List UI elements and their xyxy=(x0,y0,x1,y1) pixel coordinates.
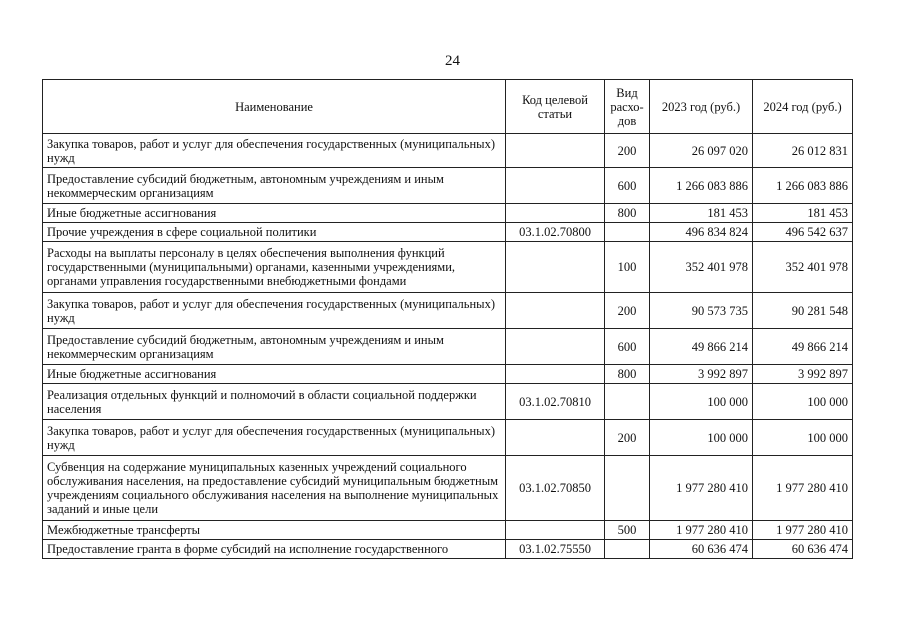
row-code xyxy=(506,420,605,456)
row-2023: 1 977 280 410 xyxy=(650,456,753,521)
row-code: 03.1.02.75550 xyxy=(506,540,605,559)
row-code xyxy=(506,242,605,293)
row-2024: 3 992 897 xyxy=(753,365,853,384)
row-2023: 90 573 735 xyxy=(650,293,753,329)
row-2024: 1 977 280 410 xyxy=(753,456,853,521)
row-kind: 800 xyxy=(605,204,650,223)
budget-table xyxy=(42,79,853,559)
row-code: 03.1.02.70850 xyxy=(506,456,605,521)
row-2023: 352 401 978 xyxy=(650,242,753,293)
table-row xyxy=(43,134,853,168)
row-code xyxy=(506,134,605,168)
row-code xyxy=(506,329,605,365)
row-name: Закупка товаров, работ и услуг для обеспечения государственных (муниципальных) нужд xyxy=(43,134,506,168)
row-2024: 49 866 214 xyxy=(753,329,853,365)
row-2023: 1 977 280 410 xyxy=(650,521,753,540)
row-code xyxy=(506,168,605,204)
header-code: Код целевой статьи xyxy=(506,80,605,134)
row-2024: 1 266 083 886 xyxy=(753,168,853,204)
row-name: Субвенция на содержание муниципальных казенных учреждений социального обслуживания населения, на предоставление субсидий муниципальным бюджетным учреждениям социального обслуживания населения на выполнение муниципальных заданий и иные цели xyxy=(43,456,506,521)
row-kind: 200 xyxy=(605,420,650,456)
row-code: 03.1.02.70800 xyxy=(506,223,605,242)
row-kind: 800 xyxy=(605,365,650,384)
row-kind xyxy=(605,456,650,521)
row-code: 03.1.02.70810 xyxy=(506,384,605,420)
row-2023: 26 097 020 xyxy=(650,134,753,168)
row-name: Прочие учреждения в сфере социальной политики xyxy=(43,223,506,242)
row-2024: 100 000 xyxy=(753,384,853,420)
page-number: 24 xyxy=(445,53,460,69)
table-row xyxy=(43,540,853,559)
row-name: Предоставление субсидий бюджетным, автономным учреждениям и иным некоммерческим организациям xyxy=(43,168,506,204)
header-2023: 2023 год (руб.) xyxy=(650,80,753,134)
row-name: Реализация отдельных функций и полномочий в области социальной поддержки населения xyxy=(43,384,506,420)
row-2023: 100 000 xyxy=(650,420,753,456)
header-kind: Вид расхо-дов xyxy=(605,80,650,134)
row-kind xyxy=(605,384,650,420)
table-row xyxy=(43,420,853,456)
row-2023: 60 636 474 xyxy=(650,540,753,559)
row-kind xyxy=(605,540,650,559)
row-kind: 600 xyxy=(605,168,650,204)
row-name: Предоставление гранта в форме субсидий на исполнение государственного xyxy=(43,540,506,559)
row-name: Закупка товаров, работ и услуг для обеспечения государственных (муниципальных) нужд xyxy=(43,420,506,456)
table-row xyxy=(43,242,853,293)
row-2024: 496 542 637 xyxy=(753,223,853,242)
row-name: Межбюджетные трансферты xyxy=(43,521,506,540)
table-row xyxy=(43,168,853,204)
header-2024: 2024 год (руб.) xyxy=(753,80,853,134)
row-kind: 100 xyxy=(605,242,650,293)
row-kind: 600 xyxy=(605,329,650,365)
table-row xyxy=(43,329,853,365)
row-2023: 1 266 083 886 xyxy=(650,168,753,204)
row-2024: 60 636 474 xyxy=(753,540,853,559)
row-2024: 1 977 280 410 xyxy=(753,521,853,540)
row-2023: 496 834 824 xyxy=(650,223,753,242)
row-name: Закупка товаров, работ и услуг для обеспечения государственных (муниципальных) нужд xyxy=(43,293,506,329)
row-2024: 100 000 xyxy=(753,420,853,456)
row-code xyxy=(506,365,605,384)
table-row xyxy=(43,456,853,521)
row-code xyxy=(506,521,605,540)
table-row xyxy=(43,293,853,329)
row-2023: 181 453 xyxy=(650,204,753,223)
header-name: Наименование xyxy=(43,80,506,134)
row-2024: 26 012 831 xyxy=(753,134,853,168)
row-name: Расходы на выплаты персоналу в целях обеспечения выполнения функций государственными (муниципальными) органами, казенными учреждениями, органами управления государственными внебюджетными фондами xyxy=(43,242,506,293)
row-kind: 200 xyxy=(605,293,650,329)
row-2023: 49 866 214 xyxy=(650,329,753,365)
table-row xyxy=(43,365,853,384)
row-2023: 3 992 897 xyxy=(650,365,753,384)
table-row xyxy=(43,204,853,223)
row-2024: 181 453 xyxy=(753,204,853,223)
table-row xyxy=(43,384,853,420)
row-kind: 500 xyxy=(605,521,650,540)
row-2024: 352 401 978 xyxy=(753,242,853,293)
row-code xyxy=(506,204,605,223)
row-kind: 200 xyxy=(605,134,650,168)
row-2023: 100 000 xyxy=(650,384,753,420)
table-row xyxy=(43,521,853,540)
table-row xyxy=(43,223,853,242)
row-2024: 90 281 548 xyxy=(753,293,853,329)
row-kind xyxy=(605,223,650,242)
row-name: Иные бюджетные ассигнования xyxy=(43,204,506,223)
row-code xyxy=(506,293,605,329)
row-name: Предоставление субсидий бюджетным, автономным учреждениям и иным некоммерческим организациям xyxy=(43,329,506,365)
table-header-row xyxy=(43,80,853,134)
row-name: Иные бюджетные ассигнования xyxy=(43,365,506,384)
